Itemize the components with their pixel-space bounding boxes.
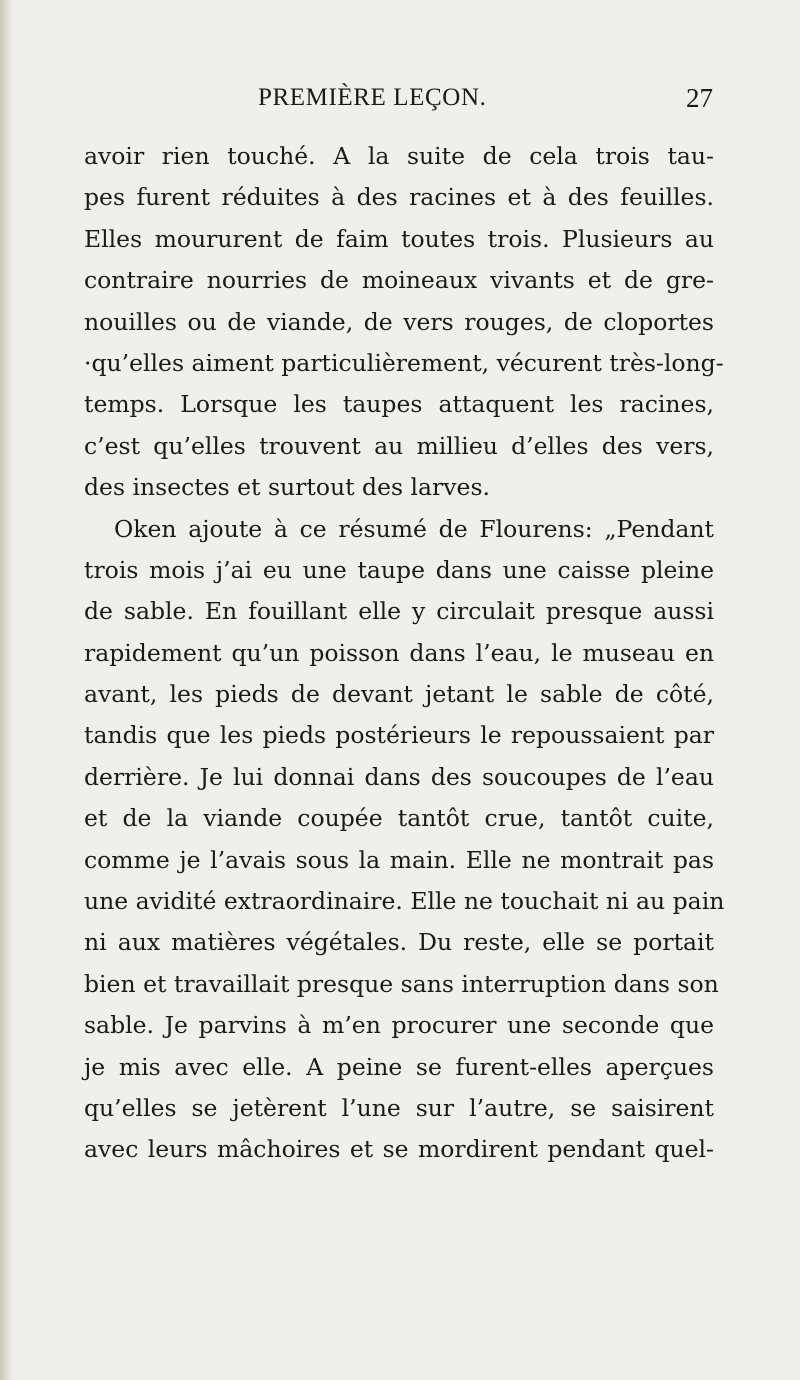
text-line: je mis avec elle. A peine se furent-elles aperçues [84,1052,714,1081]
text-line: qu’elles se jetèrent l’une sur l’autre, se saisirent [84,1093,714,1122]
text-line: c’est qu’elles trouvent au millieu d’elles des vers, [84,431,714,460]
text-line: contraire nourries de moineaux vivants et de gre- [84,266,714,295]
text-line: bien et travaillait presque sans interruption dans son [84,969,719,998]
text-line: et de la viande coupée tantôt crue, tantôt cuite, [84,804,714,833]
body-text [84,136,725,1171]
text-line: rapidement qu’un poisson dans l’eau, le museau en [84,638,714,667]
text-line: avant, les pieds de devant jetant le sable de côté, [84,680,714,709]
text-line: une avidité extraordinaire. Elle ne touchait ni au pain [84,887,725,916]
text-line-paragraph-start: Oken ajoute à ce résumé de Flourens: „Pendant [114,514,714,543]
page-header [258,84,713,124]
text-line: de sable. En fouillant elle y circulait presque aussi [84,597,714,626]
text-line: ·qu’elles aiment particulièrement, vécurent très-long- [84,348,724,377]
binding-edge [0,0,14,1380]
text-line: derrière. Je lui donnai dans des soucoupes de l’eau [84,762,714,791]
text-line: comme je l’avais sous la main. Elle ne montrait pas [84,845,714,874]
text-line: avec leurs mâchoires et se mordirent pendant quel- [84,1135,714,1164]
text-line: avoir rien touché. A la suite de cela trois tau- [84,142,714,170]
text-line: sable. Je parvins à m’en procurer une seconde que [84,1011,714,1040]
text-line: pes furent réduites à des racines et à des feuilles. [84,183,714,212]
text-line: Elles moururent de faim toutes trois. Plusieurs au [84,224,714,253]
text-line: tandis que les pieds postérieurs le repoussaient par [84,721,714,750]
running-head: PREMIÈRE LEÇON. [258,84,487,111]
text-line: ni aux matières végétales. Du reste, elle se portait [84,928,714,957]
text-line: temps. Lorsque les taupes attaquent les racines, [84,390,714,419]
text-line: nouilles ou de viande, de vers rouges, de cloportes [84,307,714,336]
text-line-paragraph-end: des insectes et surtout des larves. [84,473,490,502]
text-line: trois mois j’ai eu une taupe dans une caisse pleine [84,555,714,584]
page-number: 27 [686,83,713,113]
